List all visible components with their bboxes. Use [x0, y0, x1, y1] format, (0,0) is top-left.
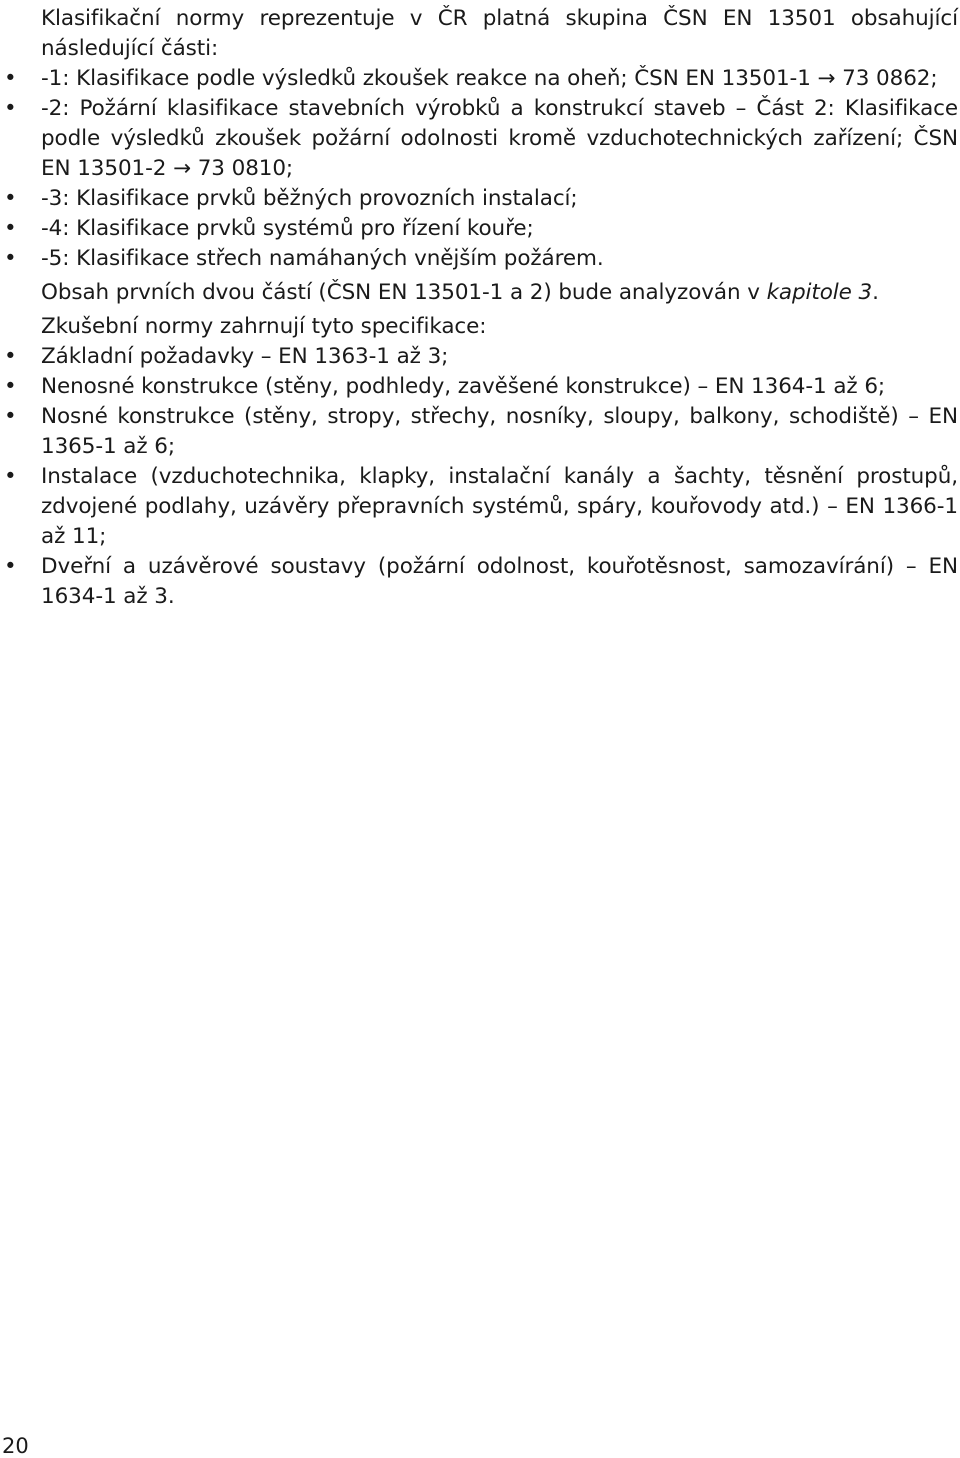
bullet-icon: • — [4, 96, 17, 121]
list-item — [4, 64, 958, 94]
bullet-icon: • — [4, 66, 17, 91]
bullet-icon: • — [4, 344, 17, 369]
list-item-text: -1: Klasifikace podle výsledků zkoušek reakce na oheň; ČSN EN 13501-1 → 73 0862; — [41, 66, 938, 91]
bullet-icon: • — [4, 554, 17, 579]
page-number: 20 — [2, 1434, 29, 1458]
list-item-text: Základní požadavky – EN 1363-1 až 3; — [41, 344, 449, 369]
list-item — [4, 372, 958, 402]
list-item-text: -2: Požární klasifikace stavebních výrobků a konstrukcí staveb – Část 2: Klasifikace podle výsledků zkoušek požární odolnosti kromě vzduchotechnických zařízení; ČSN EN 13501-2 → 73 0810; — [41, 96, 958, 181]
classification-parts-list — [4, 64, 958, 274]
list-item-text: Nosné konstrukce (stěny, stropy, střechy, nosníky, sloupy, balkony, schodiště) – EN 1365-1 až 6; — [41, 404, 958, 459]
list-item-text: Instalace (vzduchotechnika, klapky, instalační kanály a šachty, těsnění prostupů, zdvojené podlahy, uzávěry přepravních systémů, spáry, kouřovody atd.) – EN 1366-1 až 11; — [41, 464, 958, 549]
list-item — [4, 462, 958, 552]
test-norms-list — [4, 342, 958, 612]
bullet-icon: • — [4, 464, 17, 489]
list-item — [4, 342, 958, 372]
bullet-icon: • — [4, 374, 17, 399]
analysis-note-end: . — [872, 280, 879, 305]
test-norms-intro: Zkušební normy zahrnují tyto specifikace: — [41, 314, 487, 339]
list-item — [4, 184, 958, 214]
bullet-icon: • — [4, 216, 17, 241]
list-item — [4, 244, 958, 274]
list-item — [4, 402, 958, 462]
page-content — [4, 4, 958, 612]
list-item-text: -3: Klasifikace prvků běžných provozních instalací; — [41, 186, 578, 211]
list-item — [4, 552, 958, 612]
list-item-text: Dveřní a uzávěrové soustavy (požární odolnost, kouřotěsnost, samozavírání) – EN 1634-1 až 3. — [41, 554, 958, 609]
list-item-text: -4: Klasifikace prvků systémů pro řízení kouře; — [41, 216, 534, 241]
list-item-text: Nenosné konstrukce (stěny, podhledy, zavěšené konstrukce) – EN 1364-1 až 6; — [41, 374, 886, 399]
analysis-note — [41, 278, 958, 308]
chapter-reference: kapitole 3 — [766, 280, 873, 305]
intro-paragraph: Klasifikační normy reprezentuje v ČR platná skupina ČSN EN 13501 obsahující následující části: — [41, 6, 958, 61]
bullet-icon: • — [4, 404, 17, 429]
analysis-note-text: Obsah prvních dvou částí (ČSN EN 13501-1 a 2) bude analyzován v — [41, 280, 767, 305]
bullet-icon: • — [4, 186, 17, 211]
list-item-text: -5: Klasifikace střech namáhaných vnějším požárem. — [41, 246, 604, 271]
list-item — [4, 214, 958, 244]
bullet-icon: • — [4, 246, 17, 271]
list-item — [4, 94, 958, 184]
